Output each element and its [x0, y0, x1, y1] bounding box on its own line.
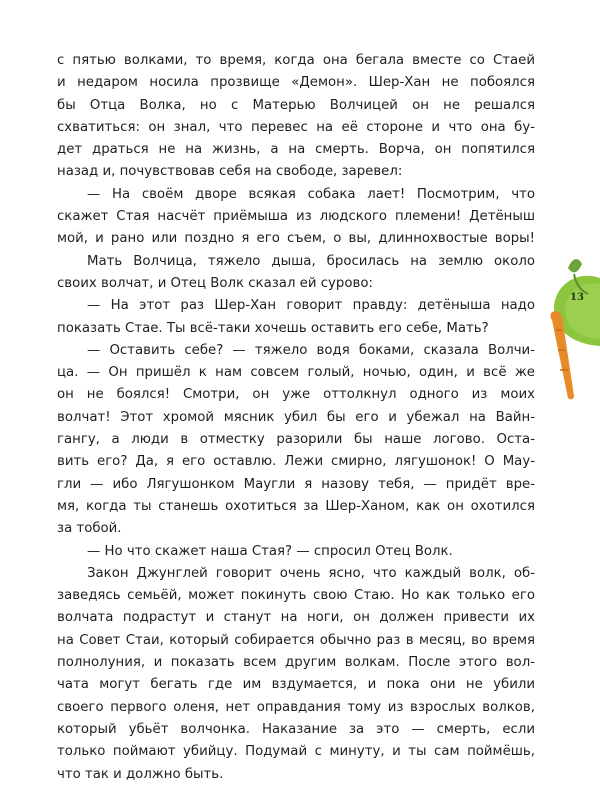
text-line: ца. — Он пришёл к нам совсем голый, ночью, один, и всё же: [57, 365, 535, 381]
text-line: — На этот раз Шер-Хан говорит правду: детёныша надо: [87, 298, 535, 314]
text-line: он не боялся! Смотри, он уже оттолкнул одного из моих: [57, 387, 535, 403]
text-line: своего первого оленя, нет оправдания тому из взрослых волков,: [57, 699, 535, 715]
text-line: гангу, а люди в отместку разорили бы наше логово. Оста-: [57, 432, 535, 448]
text-line: назад и, почувствовав себя на свободе, заревел:: [57, 164, 403, 180]
text-line: только поймают убийцу. Подумай с минуту, и ты сам поймёшь,: [57, 744, 535, 760]
page-number: 13: [570, 292, 584, 303]
text-line: волчата подрастут и станут на ноги, он должен привести их: [57, 610, 535, 626]
text-line: вить его? Да, я его оставлю. Лежи смирно, лягушонок! О Мау-: [57, 454, 535, 470]
text-line: — Оставить себе? — тяжело водя боками, сказала Волчи-: [87, 342, 535, 358]
carrot-leaf-decoration: [548, 250, 600, 400]
text-line: — Но что скажет наша Стая? — спросил Отец Волк.: [87, 543, 453, 559]
text-line: и недаром носила прозвище «Демон». Шер-Хан не побоялся: [57, 75, 535, 91]
text-line: Мать Волчица, тяжело дыша, бросилась на землю около: [87, 253, 535, 269]
text-line: мя, когда ты станешь охотиться за Шер-Ханом, как он охотился: [57, 498, 535, 514]
body-text: [57, 50, 535, 786]
text-line: — На своём дворе всякая собака лает! Посмотрим, что: [87, 186, 535, 202]
text-line: на Совет Стаи, который собирается обычно раз в месяц, во время: [57, 632, 535, 648]
text-line: который убьёт волчонка. Наказание за это — смерть, если: [57, 721, 535, 737]
text-line: скажет Стая насчёт приёмыша из людского племени! Детёныш: [57, 209, 535, 225]
text-line: чата могут бегать где им вздумается, и пока они не убили: [57, 677, 535, 693]
text-line: с пятью волками, то время, когда она бегала вместе со Стаей: [57, 53, 535, 68]
text-line: схватиться: он знал, что перевес на её стороне и что она бу-: [57, 119, 535, 135]
text-line: что так и должно быть.: [57, 766, 224, 782]
text-line: полнолуния, и показать всем другим волкам. После этого вол-: [57, 655, 535, 671]
text-line: мой, и рано или поздно я его съем, о вы, длиннохвостые воры!: [57, 231, 535, 247]
text-line: дет драться не на жизнь, а на смерть. Ворча, он попятился: [57, 142, 535, 158]
text-line: своих волчат, и Отец Волк сказал ей сурово:: [57, 275, 373, 291]
text-line: заведясь семьёй, может покинуть свою Стаю. Но как только его: [57, 588, 535, 604]
text-line: показать Стае. Ты всё-таки хочешь оставить его себе, Мать?: [57, 320, 489, 336]
text-line: бы Отца Волка, но с Матерью Волчицей он не решался: [57, 97, 535, 113]
text-line: Закон Джунглей говорит очень ясно, что каждый волк, об-: [87, 565, 535, 581]
text-line: волчат! Этот хромой мясник убил бы его и убежал на Вайн-: [57, 409, 535, 425]
text-line: за тобой.: [57, 521, 122, 537]
text-line: гли — ибо Лягушонком Маугли я назову тебя, — придёт вре-: [57, 476, 535, 492]
